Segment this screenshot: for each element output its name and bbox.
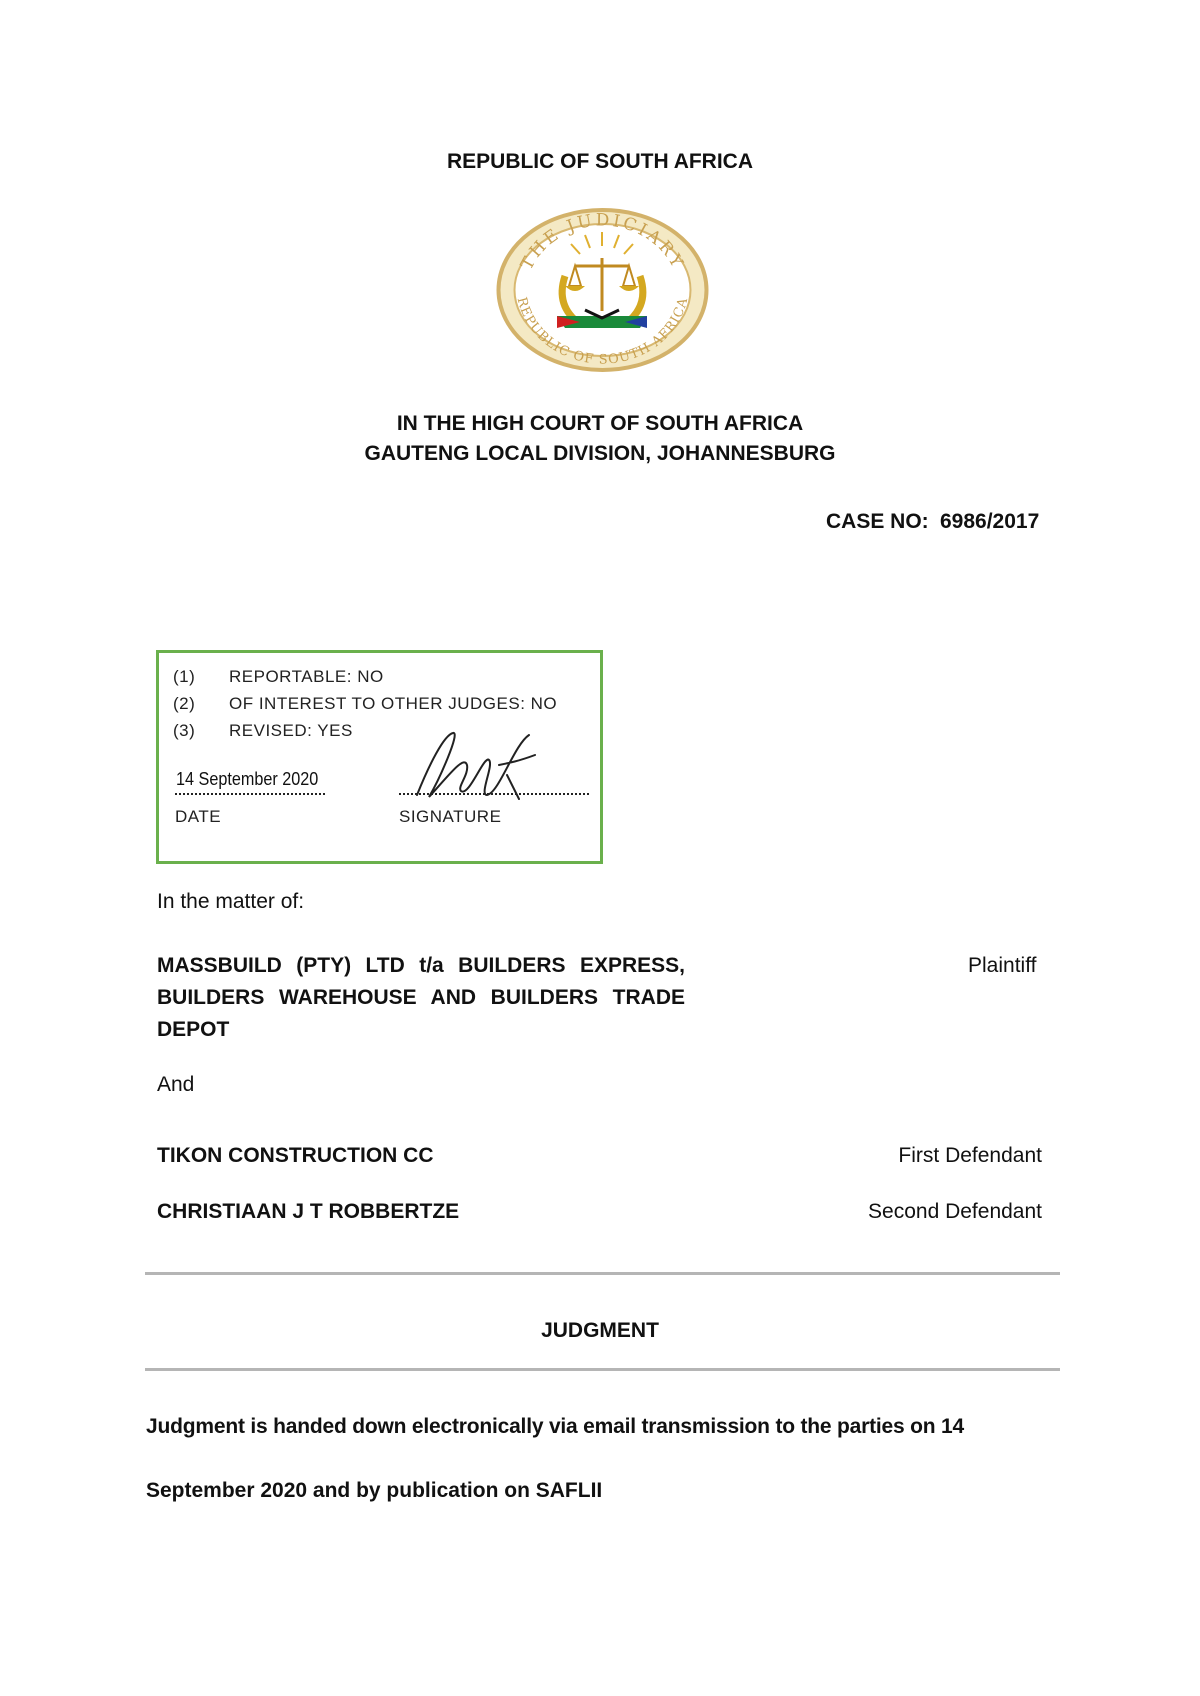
defendant1-name: TIKON CONSTRUCTION CC: [157, 1144, 434, 1167]
plaintiff-name: [157, 950, 685, 1046]
box-item-number: (3): [173, 721, 196, 740]
seal-bottom-text: REPUBLIC OF SOUTH AFRICA: [513, 295, 692, 368]
case-no-label: CASE NO:: [826, 510, 929, 533]
box-item-number: (2): [173, 694, 196, 713]
date-label: DATE: [175, 807, 222, 826]
matter-intro: In the matter of:: [157, 890, 305, 913]
judgment-title: JUDGMENT: [541, 1319, 659, 1342]
seal-top-text: THE JUDICIARY: [517, 210, 688, 274]
defendant2-name: CHRISTIAAN J T ROBBERTZE: [157, 1200, 460, 1223]
box-item-label: REVISED: YES: [229, 721, 353, 740]
divider-top: [145, 1272, 1060, 1275]
signature-dotted-line: [399, 793, 589, 795]
date-value: 14 September 2020: [176, 769, 319, 789]
defendant2-role: Second Defendant: [868, 1200, 1042, 1223]
plaintiff-name-line: BUILDERS WAREHOUSE AND BUILDERS TRADE: [157, 986, 685, 1009]
plaintiff-name-line: DEPOT: [157, 1018, 230, 1041]
court-heading-line2: GAUTENG LOCAL DIVISION, JOHANNESBURG: [364, 442, 836, 465]
signature-label: SIGNATURE: [399, 807, 502, 826]
judgment-notice-line2: September 2020 and by publication on SAFLII: [146, 1479, 603, 1502]
date-dotted-line: [175, 793, 325, 795]
judiciary-seal-icon: [495, 206, 710, 374]
plaintiff-role: Plaintiff: [968, 954, 1037, 977]
plaintiff-name-line: MASSBUILD (PTY) LTD t/a BUILDERS EXPRESS,: [157, 954, 685, 977]
and-text: And: [157, 1073, 195, 1096]
box-item-label: OF INTEREST TO OTHER JUDGES: NO: [229, 694, 558, 713]
judgment-notice-line1: Judgment is handed down electronically via email transmission to the parties on 14: [146, 1415, 964, 1438]
court-heading-line1: IN THE HIGH COURT OF SOUTH AFRICA: [396, 412, 804, 435]
box-item-number: (1): [173, 667, 196, 686]
divider-bottom: [145, 1368, 1060, 1371]
defendant1-role: First Defendant: [898, 1144, 1042, 1167]
box-item-label: REPORTABLE: NO: [229, 667, 384, 686]
case-no-value: 6986/2017: [940, 510, 1040, 533]
republic-heading: REPUBLIC OF SOUTH AFRICA: [446, 150, 754, 173]
reportable-box: [156, 650, 603, 864]
handwritten-signature: [409, 725, 539, 810]
